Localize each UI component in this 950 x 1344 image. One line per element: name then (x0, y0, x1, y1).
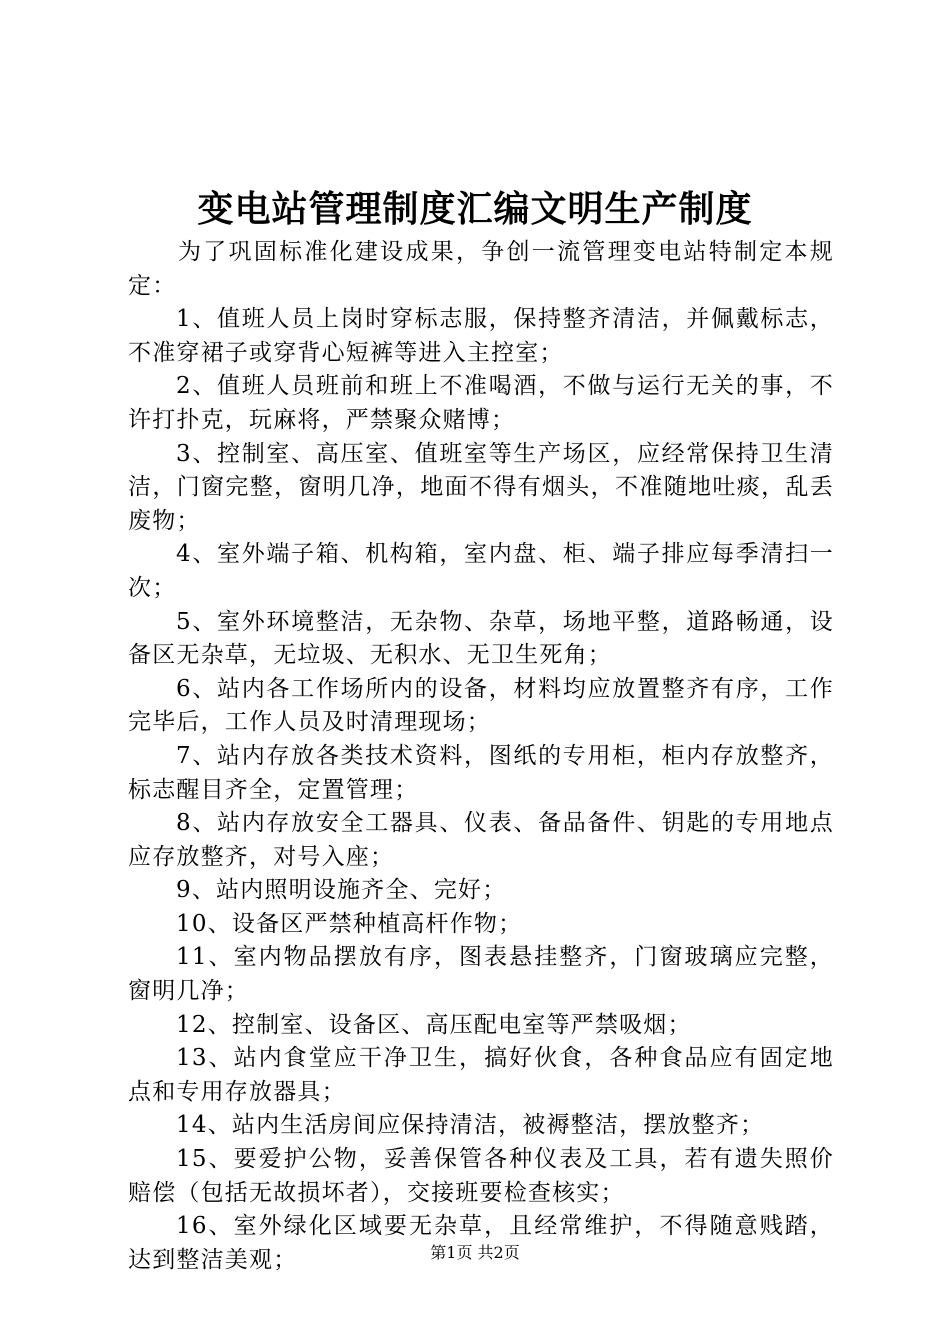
rule-item-9: 9、站内照明设施齐全、完好； (176, 877, 507, 904)
rule-item-16: 16、室外绿化区域要无杂草，且经常维护，不得随意贱踏，达到整洁美观； (128, 1213, 834, 1273)
document-body (128, 236, 834, 1277)
rule-item-2: 2、值班人员班前和班上不准喝酒，不做与运行无关的事，不许打扑克，玩麻将，严禁聚众赌博； (128, 373, 834, 433)
rule-item-1: 1、值班人员上岗时穿标志服，保持整齐清洁，并佩戴标志，不准穿裙子或穿背心短裤等进入主控室； (128, 306, 834, 366)
rule-item-15: 15、要爱护公物，妥善保管各种仪表及工具，若有遗失照价赔偿（包括无故损坏者），交接班要检查核实； (128, 1146, 834, 1206)
rule-item-3: 3、控制室、高压室、值班室等生产场区，应经常保持卫生清洁，门窗完整，窗明几净，地面不得有烟头，不准随地吐痰，乱丢废物； (128, 440, 834, 534)
document-title: 变电站管理制度汇编文明生产制度 (197, 188, 753, 230)
rule-item-7: 7、站内存放各类技术资料，图纸的专用柜，柜内存放整齐，标志醒目齐全，定置管理； (128, 742, 834, 803)
rule-item-4: 4、室外端子箱、机构箱，室内盘、柜、端子排应每季清扫一次； (128, 541, 834, 601)
rule-item-10: 10、设备区严禁种植高杆作物； (176, 910, 523, 937)
rule-item-11: 11、室内物品摆放有序，图表悬挂整齐，门窗玻璃应完整，窗明几净； (128, 944, 834, 1005)
rule-item-12: 12、控制室、设备区、高压配电室等严禁吸烟； (176, 1011, 692, 1038)
rule-item-13: 13、站内食堂应干净卫生，搞好伙食，各种食品应有固定地点和专用存放器具； (128, 1045, 834, 1105)
intro-paragraph: 为了巩固标准化建设成果，争创一流管理变电站特制定本规定： (128, 239, 834, 299)
page-number-footer: 第1页 共2页 (430, 1243, 520, 1262)
rule-item-14: 14、站内生活房间应保持清洁，被褥整洁，摆放整齐； (176, 1112, 765, 1139)
rule-item-8: 8、站内存放安全工器具、仪表、备品备件、钥匙的专用地点应存放整齐，对号入座； (128, 810, 834, 870)
rule-item-6: 6、站内各工作场所内的设备，材料均应放置整齐有序，工作完毕后，工作人员及时清理现场； (128, 675, 834, 736)
rule-item-5: 5、室外环境整洁，无杂物、杂草，场地平整，道路畅通，设备区无杂草，无垃圾、无积水、无卫生死角； (128, 608, 834, 669)
